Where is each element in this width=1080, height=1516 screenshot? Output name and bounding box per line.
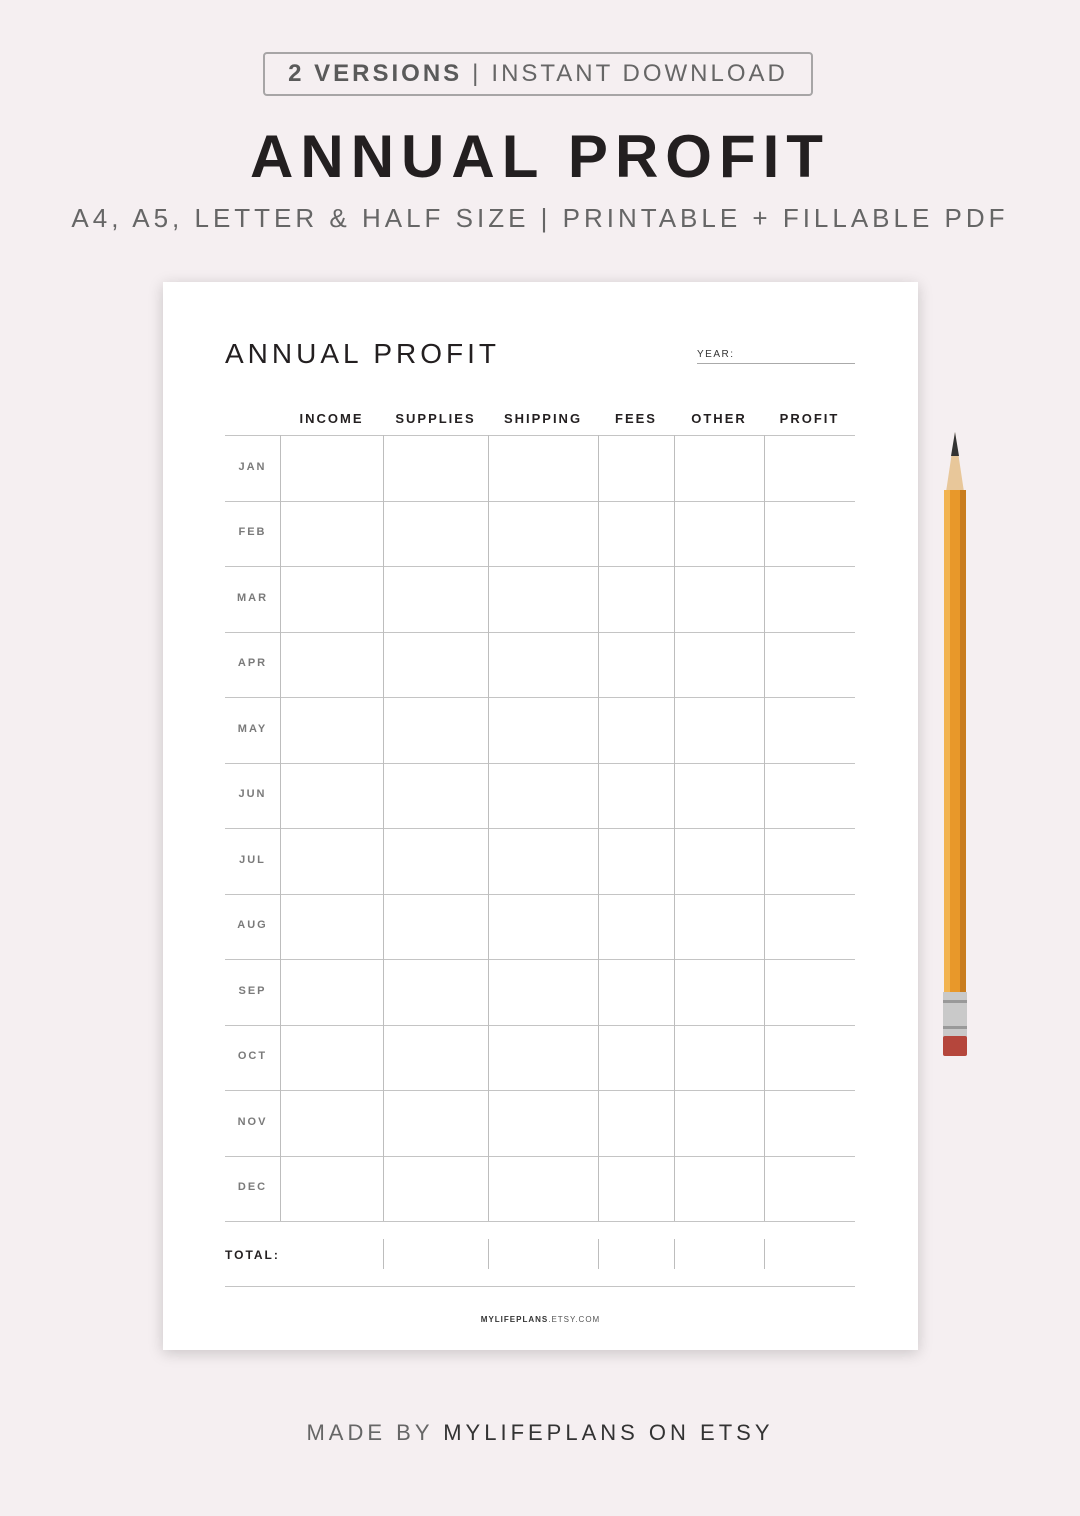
footer-brand: MYLIFEPLANS bbox=[480, 1315, 549, 1324]
month-label: AUG bbox=[237, 919, 268, 932]
column-divider bbox=[383, 435, 384, 1221]
row-divider bbox=[225, 435, 855, 436]
total-label: TOTAL: bbox=[225, 1248, 280, 1262]
total-underline bbox=[225, 1286, 855, 1287]
row-divider bbox=[225, 501, 855, 502]
column-divider bbox=[280, 435, 281, 1221]
month-label: JUN bbox=[238, 788, 267, 801]
credit-prefix: MADE BY bbox=[306, 1420, 434, 1445]
column-header: SHIPPING bbox=[503, 411, 583, 426]
column-divider bbox=[764, 435, 765, 1221]
total-divider bbox=[383, 1239, 384, 1269]
column-header: PROFIT bbox=[779, 411, 840, 426]
total-divider bbox=[488, 1239, 489, 1269]
total-divider bbox=[598, 1239, 599, 1269]
row-divider bbox=[225, 1025, 855, 1026]
badge-separator: | bbox=[472, 60, 482, 87]
month-label: NOV bbox=[237, 1115, 268, 1128]
row-divider bbox=[225, 763, 855, 764]
versions-label: 2 VERSIONS bbox=[288, 60, 463, 87]
total-divider bbox=[764, 1239, 765, 1269]
subline: A4, A5, LETTER & HALF SIZE | PRINTABLE + FILLABLE PDF bbox=[71, 203, 1009, 233]
row-divider bbox=[225, 828, 855, 829]
column-header: SUPPLIES bbox=[395, 411, 476, 426]
month-label: APR bbox=[237, 657, 268, 670]
planner-sheet bbox=[163, 282, 918, 1350]
column-header: INCOME bbox=[299, 411, 364, 426]
row-divider bbox=[225, 566, 855, 567]
credit-line bbox=[0, 1420, 1080, 1446]
row-divider bbox=[225, 1156, 855, 1157]
footer-domain: .ETSY.COM bbox=[548, 1315, 601, 1324]
row-divider bbox=[225, 697, 855, 698]
credit-brand: MYLIFEPLANS ON ETSY bbox=[443, 1420, 774, 1445]
month-label: SEP bbox=[238, 984, 267, 997]
month-label: FEB bbox=[238, 526, 267, 539]
column-divider bbox=[674, 435, 675, 1221]
month-label: MAR bbox=[236, 591, 269, 604]
row-divider bbox=[225, 959, 855, 960]
column-header: OTHER bbox=[691, 411, 747, 426]
headline: ANNUAL PROFIT bbox=[250, 123, 830, 190]
month-label: JAN bbox=[238, 460, 267, 473]
pencil-image bbox=[938, 430, 972, 1060]
column-divider bbox=[598, 435, 599, 1221]
row-divider bbox=[225, 1090, 855, 1091]
column-header: FEES bbox=[615, 411, 657, 426]
row-divider bbox=[225, 1221, 855, 1222]
column-divider bbox=[488, 435, 489, 1221]
month-label: JUL bbox=[239, 853, 266, 866]
year-field[interactable]: YEAR: bbox=[697, 349, 855, 364]
total-divider bbox=[674, 1239, 675, 1269]
month-label: OCT bbox=[237, 1050, 268, 1063]
row-divider bbox=[225, 632, 855, 633]
row-divider bbox=[225, 894, 855, 895]
download-label: INSTANT DOWNLOAD bbox=[491, 60, 788, 87]
sheet-footer bbox=[163, 1315, 918, 1324]
month-label: DEC bbox=[237, 1181, 268, 1194]
month-label: MAY bbox=[237, 722, 268, 735]
versions-badge bbox=[263, 52, 813, 96]
sheet-title: ANNUAL PROFIT bbox=[225, 338, 500, 369]
